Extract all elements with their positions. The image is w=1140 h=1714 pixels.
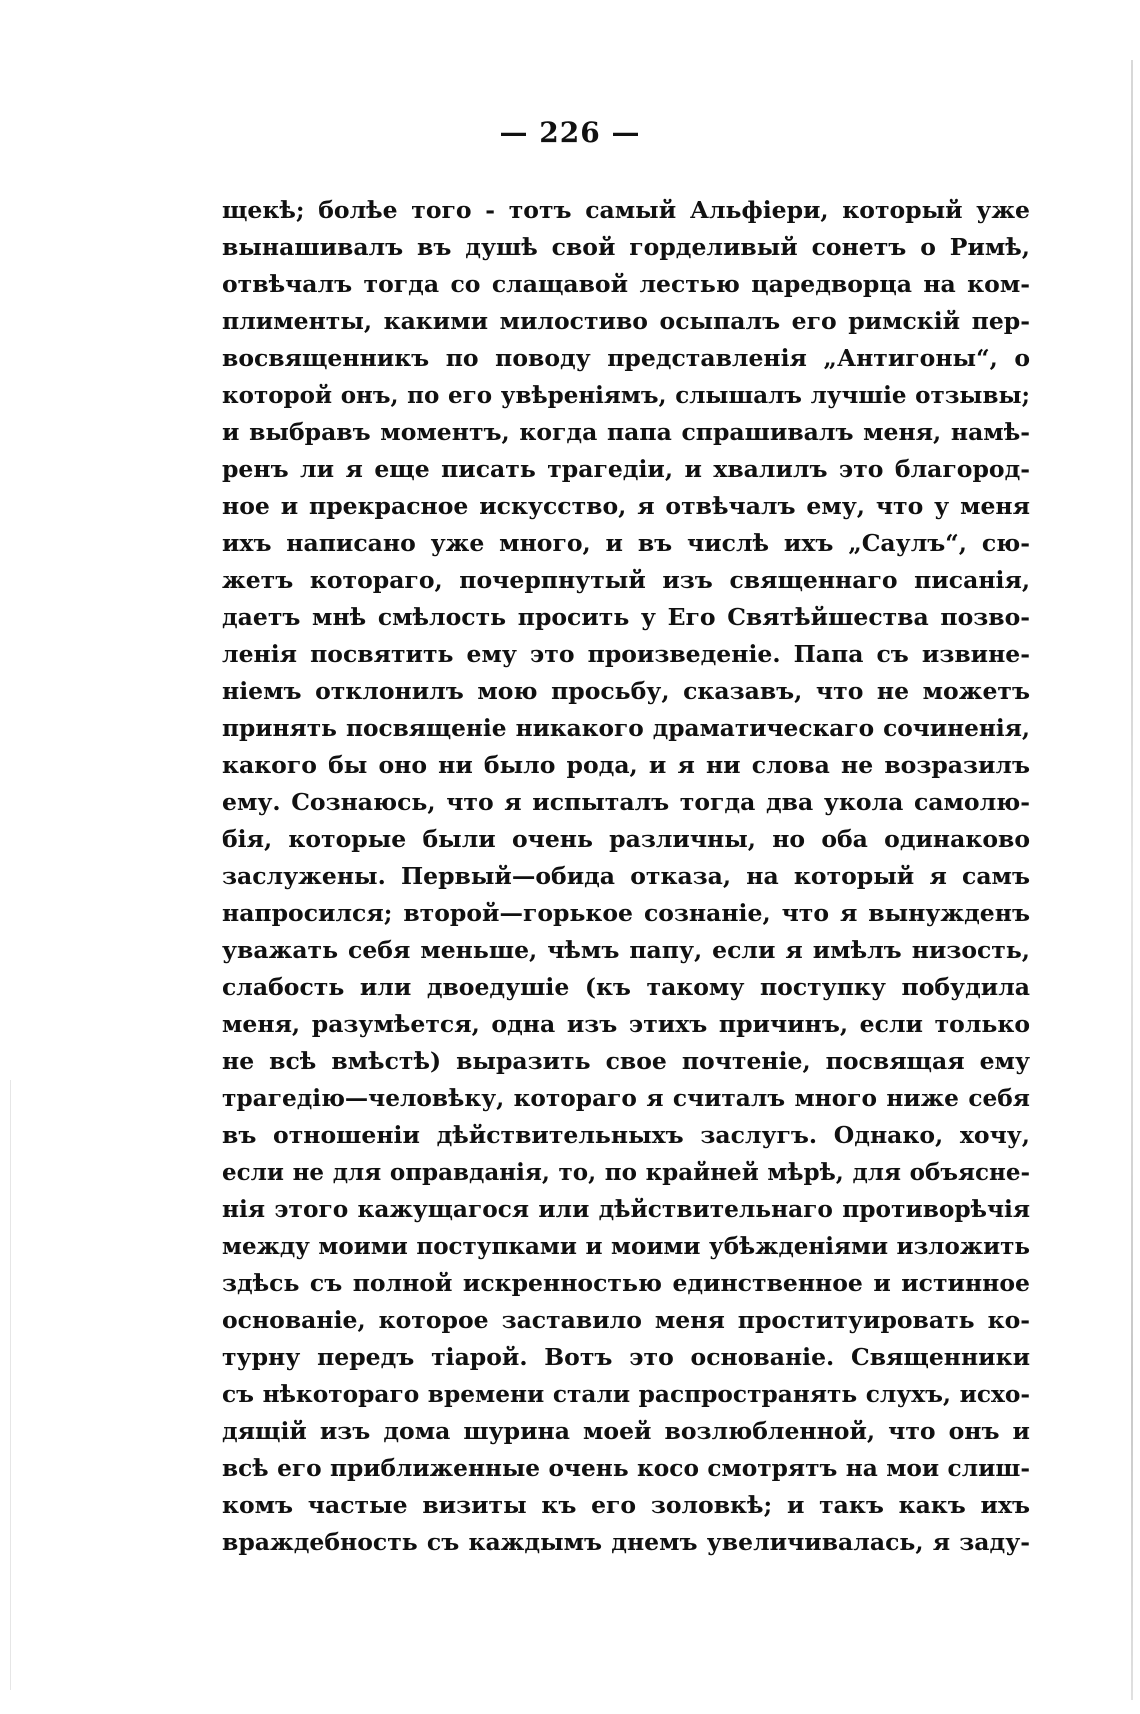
text-line: принять посвященіе никакого драматическаго сочиненія, [222,715,1030,742]
page-number: — 226 — [499,116,641,149]
text-line: уважать себя меньше, чѣмъ папу, если я имѣлъ низость, [222,936,1030,964]
text-line: которой онъ, по его увѣреніямъ, слышалъ лучшіе отзывы; [222,382,1030,409]
text-line: даетъ мнѣ смѣлость просить у Его Святѣйшества позво- [222,603,1030,631]
body-text [222,192,1030,1561]
text-line: восвященникъ по поводу представленія „Антигоны“, о [222,344,1030,372]
text-line: всѣ его приближенные очень косо смотрятъ на мои слиш- [222,1455,1030,1482]
text-line: нія этого кажущагося или дѣйствительнаго противорѣчія [222,1196,1030,1223]
text-line: въ отношеніи дѣйствительныхъ заслугъ. Однако, хочу, [222,1121,1030,1149]
text-line: турну передъ тіарой. Вотъ это основаніе. Священники [222,1343,1030,1371]
text-line: ему. Сознаюсь, что я испыталъ тогда два укола самолю- [222,788,1030,816]
text-line: щекѣ; болѣе того - тотъ самый Альфіери, который уже [222,196,1030,224]
text-line: и выбравъ моментъ, когда папа спрашивалъ меня, намѣ- [222,418,1030,446]
text-line: трагедію—человѣку, котораго я считалъ много ниже себя [222,1085,1030,1112]
text-line: отвѣчалъ тогда со слащавой лестью царедворца на ком- [222,270,1030,298]
text-line: съ нѣкотораго времени стали распространять слухъ, исхо- [222,1381,1030,1408]
text-line: напросился; второй—горькое сознаніе, что я вынужденъ [222,899,1030,927]
text-line: ихъ написано уже много, и въ числѣ ихъ „Саулъ“, сю- [222,529,1030,557]
text-line: слабость или двоедушіе (къ такому поступку побудила [222,973,1030,1001]
text-line: бія, которые были очень различны, но оба одинаково [222,825,1030,853]
text-line: комъ частые визиты къ его золовкѣ; и такъ какъ ихъ [222,1491,1030,1519]
text-line: ренъ ли я еще писать трагедіи, и хвалилъ это благород- [222,455,1030,483]
text-line: какого бы оно ни было рода, и я ни слова не возразилъ [222,751,1030,779]
text-line: заслужены. Первый—обида отказа, на который я самъ [222,862,1030,890]
text-line: ніемъ отклонилъ мою просьбу, сказавъ, что не можетъ [222,677,1030,705]
text-line: жетъ котораго, почерпнутый изъ священнаго писанія, [222,566,1030,594]
text-line: основаніе, которое заставило меня проституировать ко- [222,1306,1030,1334]
text-line: между моими поступками и моими убѣжденіями изложить [222,1233,1030,1260]
text-line: не всѣ вмѣстѣ) выразить свое почтеніе, посвящая ему [222,1047,1030,1075]
text-line: ленія посвятить ему это произведеніе. Папа съ извине- [222,640,1030,668]
page-edge-shadow-left [10,1080,11,1690]
text-line: если не для оправданія, то, по крайней мѣрѣ, для объясне- [222,1159,1030,1186]
page-edge-shadow [1131,60,1133,1700]
text-line: враждебность съ каждымъ днемъ увеличивалась, я заду- [222,1528,1030,1556]
text-line: здѣсь съ полной искренностью единственное и истинное [222,1269,1030,1297]
text-line: дящій изъ дома шурина моей возлюбленной, что онъ и [222,1417,1030,1445]
text-line: меня, разумѣется, одна изъ этихъ причинъ, если только [222,1010,1030,1038]
text-line: ное и прекрасное искусство, я отвѣчалъ ему, что у меня [222,492,1030,520]
text-line: плименты, какими милостиво осыпалъ его римскій пер- [222,307,1030,335]
text-line: вынашивалъ въ душѣ свой горделивый сонетъ о Римѣ, [222,233,1030,261]
